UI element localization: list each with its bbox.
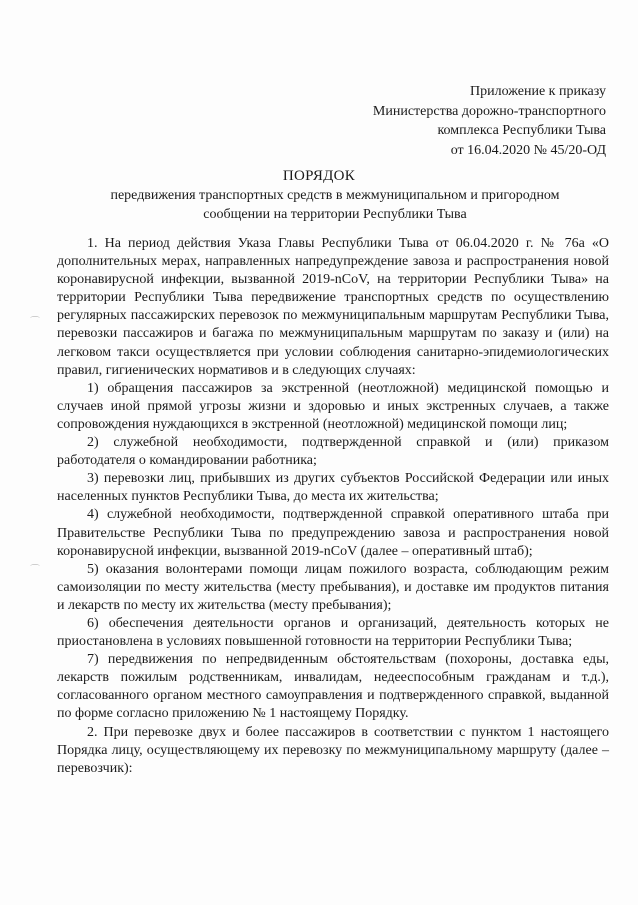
header-line: Министерства дорожно-транспортного: [372, 103, 606, 119]
list-item-2: 2) служебной необходимости, подтвержденной справкой и (или) приказом работодателя о командировании работника;: [57, 435, 609, 469]
document-title: ПОРЯДОК: [282, 168, 356, 184]
scan-margin-mark: ⌒: [30, 565, 40, 576]
subtitle-line: передвижения транспортных средств в межмуниципальном и пригородном: [110, 188, 560, 203]
list-item-7: 7) передвижения по непредвиденным обстоятельствам (похороны, доставка еды, лекарств пожилым родственникам, инвалидам, недееспособным гражданам и т.д.), согласованного органом местного самоуправления и подтвержденного справкой, выданной по форме согласно приложению № 1 настоящему Порядку.: [57, 652, 609, 722]
document-body: [57, 235, 609, 778]
list-item-3: 3) перевозки лиц, прибывших из других субъектов Российской Федерации или иных населенных пунктов Республики Тыва, до места их жительства;: [57, 471, 609, 505]
header-line: от 16.04.2020 № 45/20-ОД: [450, 142, 606, 158]
list-item-6: 6) обеспечения деятельности органов и организаций, деятельность которых не приостановлена в условиях повышенной готовности на территории Республики Тыва;: [57, 615, 609, 650]
list-item-5: 5) оказания волонтерами помощи лицам пожилого возраста, соблюдающим режим самоизоляции по месту жительства (месту пребывания), и доставке им продуктов питания и лекарств по месту их жительства (месту пребывания);: [57, 561, 609, 613]
paragraph-1: 1. На период действия Указа Главы Республики Тыва от 06.04.2020 г. № 76а «О дополнительных мерах, направленных напредупреждение завоза и распространения новой коронавирусной инфекции, вызванной 2019-nCoV, на территории Республики Тыва» на территории Республики Тыва передвижение транспортных средств по осуществлению регулярных пассажирских перевозок по межмуниципальным маршрутам Республики Тыва, перевозки пассажиров и багажа по межмуниципальным маршрутам по заказу и (или) на легковом такси осуществляется при условии соблюдения санитарно-эпидемиологических правил, гигиенических нормативов и в следующих случаях:: [57, 236, 609, 378]
paragraph-2: 2. При перевозке двух и более пассажиров в соответствии с пунктом 1 настоящего Порядка лицу, осуществляющему их перевозку по межмуниципальному маршруту (далее – перевозчик):: [57, 724, 609, 776]
header-line: Приложение к приказу: [470, 84, 606, 99]
subtitle-line: сообщении на территории Республики Тыва: [203, 207, 467, 222]
list-item-4: 4) служебной необходимости, подтвержденной справкой оперативного штаба при Правительстве Республики Тыва по предупреждению завоза и распространения новой коронавирусной инфекции, вызванной 2019-nCoV (далее – оперативный штаб);: [57, 507, 609, 559]
list-item-1: 1) обращения пассажиров за экстренной (неотложной) медицинской помощью и случаев иной прямой угрозы жизни и здоровью и иных экстренных случаев, а также сопровождения нуждающихся в экстренной (неотложной) медицинской помощи лиц;: [57, 380, 609, 432]
attachment-header: [300, 82, 606, 160]
header-line: комплекса Республики Тыва: [437, 123, 606, 138]
scan-margin-mark: ⌒: [30, 317, 40, 328]
document-subtitle: [70, 186, 600, 224]
